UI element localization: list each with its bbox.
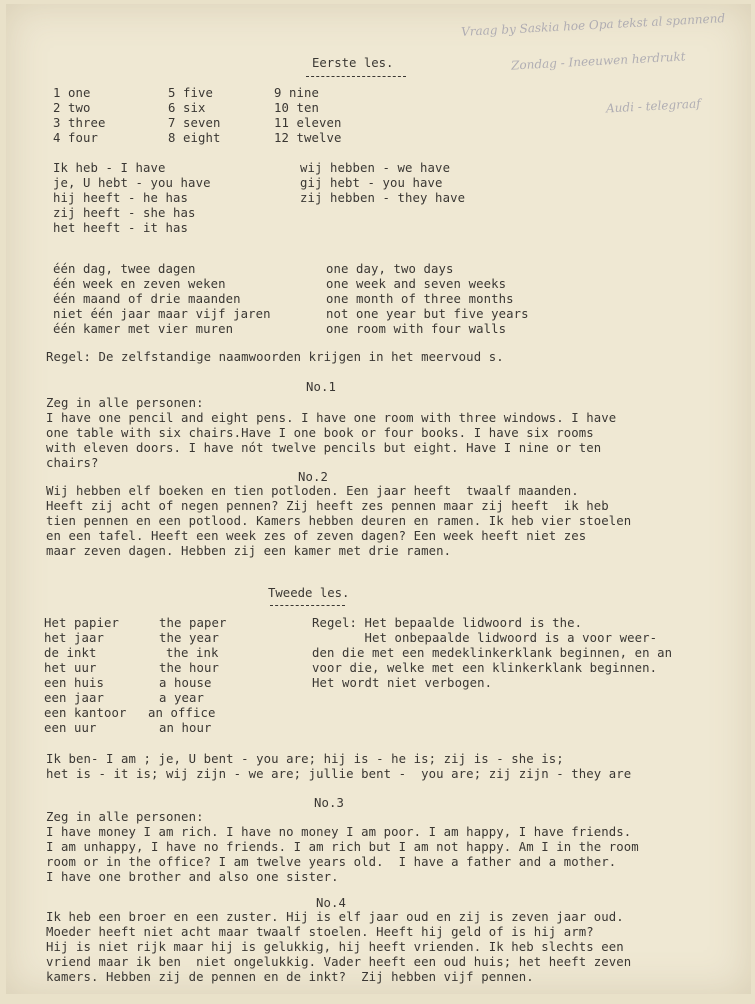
- exercise-line: I have one pencil and eight pens. I have one room with three windows. I have: [46, 411, 617, 425]
- verb-line: hij heeft - he has: [53, 191, 189, 205]
- word-nl: het uur: [44, 661, 97, 675]
- handwritten-note-1: Vraag by Saskia hoe Opa tekst al spannend: [460, 11, 726, 39]
- word-en: an office: [148, 706, 216, 720]
- word-nl: een uur: [44, 721, 97, 735]
- phrase-nl: niet één jaar maar vijf jaren: [53, 307, 271, 321]
- rule-line: Regel: Het bepaalde lidwoord is the.: [312, 616, 583, 630]
- word-en: the paper: [159, 616, 227, 630]
- word-nl: een kantoor: [44, 706, 127, 720]
- word-en: a house: [159, 676, 212, 690]
- phrase-en: one week and seven weeks: [326, 277, 507, 291]
- word-nl: een huis: [44, 676, 105, 690]
- number-item: 7 seven: [168, 116, 221, 130]
- exercise-line: Wij hebben elf boeken en tien potloden. Een jaar heeft twaalf maanden.: [46, 484, 579, 498]
- word-nl: Het papier: [44, 616, 120, 630]
- rule-line: voor die, welke met een klinkerklank beginnen.: [312, 661, 658, 675]
- word-en: the ink: [166, 646, 219, 660]
- word-en: an hour: [159, 721, 212, 735]
- exercise-line: with eleven doors. I have nót twelve pencils but eight. Have I nine or ten: [46, 441, 602, 455]
- word-en: the year: [159, 631, 220, 645]
- number-item: 10 ten: [274, 101, 320, 115]
- exercise-line: I am unhappy, I have no friends. I am rich but I am not happy. Am I in the room: [46, 840, 639, 854]
- phrase-en: not one year but five years: [326, 307, 529, 321]
- exercise-title-no4: No.4: [316, 896, 347, 910]
- handwritten-note-3: Audi - telegraaf: [605, 96, 701, 116]
- lesson2-title-underline: [270, 605, 345, 606]
- phrase-nl: één dag, twee dagen: [53, 262, 196, 276]
- number-item: 2 two: [53, 101, 91, 115]
- rule-line: den die met een medeklinkerklank beginnen, en an: [312, 646, 673, 660]
- exercise-line: Ik heb een broer en een zuster. Hij is elf jaar oud en zij is zeven jaar oud.: [46, 910, 624, 924]
- lesson1-title: Eerste les.: [312, 56, 394, 70]
- number-item: 12 twelve: [274, 131, 342, 145]
- exercise-line: I have money I am rich. I have no money I am poor. I am happy, I have friends.: [46, 825, 632, 839]
- verb-line: wij hebben - we have: [300, 161, 451, 175]
- verb-line: Ik heb - I have: [53, 161, 166, 175]
- exercise-line: Zeg in alle personen:: [46, 396, 204, 410]
- exercise-line: Zeg in alle personen:: [46, 810, 204, 824]
- exercise-line: kamers. Hebben zij de pennen en de inkt? Zij hebben vijf pennen.: [46, 970, 534, 984]
- to-be-line: het is - it is; wij zijn - we are; jullie bent - you are; zij zijn - they are: [46, 767, 632, 781]
- exercise-line: I have one brother and also one sister.: [46, 870, 339, 884]
- phrase-en: one room with four walls: [326, 322, 507, 336]
- verb-line: zij hebben - they have: [300, 191, 466, 205]
- exercise-line: en een tafel. Heeft een week zes of zeven dagen? Een week heeft niet zes: [46, 529, 587, 543]
- rule-line: Regel: De zelfstandige naamwoorden krijgen in het meervoud s.: [46, 350, 504, 364]
- document-page: [6, 4, 751, 994]
- exercise-line: room or in the office? I am twelve years old. I have a father and a mother.: [46, 855, 617, 869]
- phrase-nl: één maand of drie maanden: [53, 292, 241, 306]
- phrase-nl: één kamer met vier muren: [53, 322, 234, 336]
- exercise-line: Moeder heeft niet acht maar twaalf stoelen. Heeft hij geld of is hij arm?: [46, 925, 594, 939]
- word-en: the hour: [159, 661, 220, 675]
- exercise-title-no2: No.2: [298, 470, 329, 484]
- word-nl: een jaar: [44, 691, 105, 705]
- handwritten-note-2: Zondag - Ineeuwen herdrukt: [510, 49, 686, 73]
- lesson1-title-underline: [306, 76, 406, 77]
- exercise-line: Heeft zij acht of negen pennen? Zij heeft zes pennen maar zij heeft ik heb: [46, 499, 609, 513]
- number-item: 11 eleven: [274, 116, 342, 130]
- exercise-line: maar zeven dagen. Hebben zij een kamer met drie ramen.: [46, 544, 452, 558]
- phrase-en: one month of three months: [326, 292, 514, 306]
- number-item: 1 one: [53, 86, 91, 100]
- exercise-title-no3: No.3: [314, 796, 345, 810]
- verb-line: zij heeft - she has: [53, 206, 196, 220]
- number-item: 8 eight: [168, 131, 221, 145]
- verb-line: je, U hebt - you have: [53, 176, 211, 190]
- lesson2-title: Tweede les.: [268, 586, 350, 600]
- rule-line: Het onbepaalde lidwoord is a voor weer-: [312, 631, 658, 645]
- to-be-line: Ik ben- I am ; je, U bent - you are; hij is - he is; zij is - she is;: [46, 752, 564, 766]
- exercise-line: one table with six chairs.Have I one book or four books. I have six rooms: [46, 426, 594, 440]
- number-item: 5 five: [168, 86, 214, 100]
- word-en: a year: [159, 691, 205, 705]
- rule-line: Het wordt niet verbogen.: [312, 676, 493, 690]
- verb-line: het heeft - it has: [53, 221, 189, 235]
- exercise-title-no1: No.1: [306, 380, 337, 394]
- number-item: 3 three: [53, 116, 106, 130]
- exercise-line: tien pennen en een potlood. Kamers hebben deuren en ramen. Ik heb vier stoelen: [46, 514, 632, 528]
- word-nl: de inkt: [44, 646, 97, 660]
- number-item: 6 six: [168, 101, 206, 115]
- number-item: 4 four: [53, 131, 99, 145]
- phrase-en: one day, two days: [326, 262, 454, 276]
- exercise-line: chairs?: [46, 456, 99, 470]
- verb-line: gij hebt - you have: [300, 176, 443, 190]
- exercise-line: Hij is niet rijk maar hij is gelukkig, hij heeft vrienden. Ik heb slechts een: [46, 940, 624, 954]
- phrase-nl: één week en zeven weken: [53, 277, 226, 291]
- exercise-line: vriend maar ik ben niet ongelukkig. Vader heeft een oud huis; het heeft zeven: [46, 955, 632, 969]
- number-item: 9 nine: [274, 86, 320, 100]
- word-nl: het jaar: [44, 631, 105, 645]
